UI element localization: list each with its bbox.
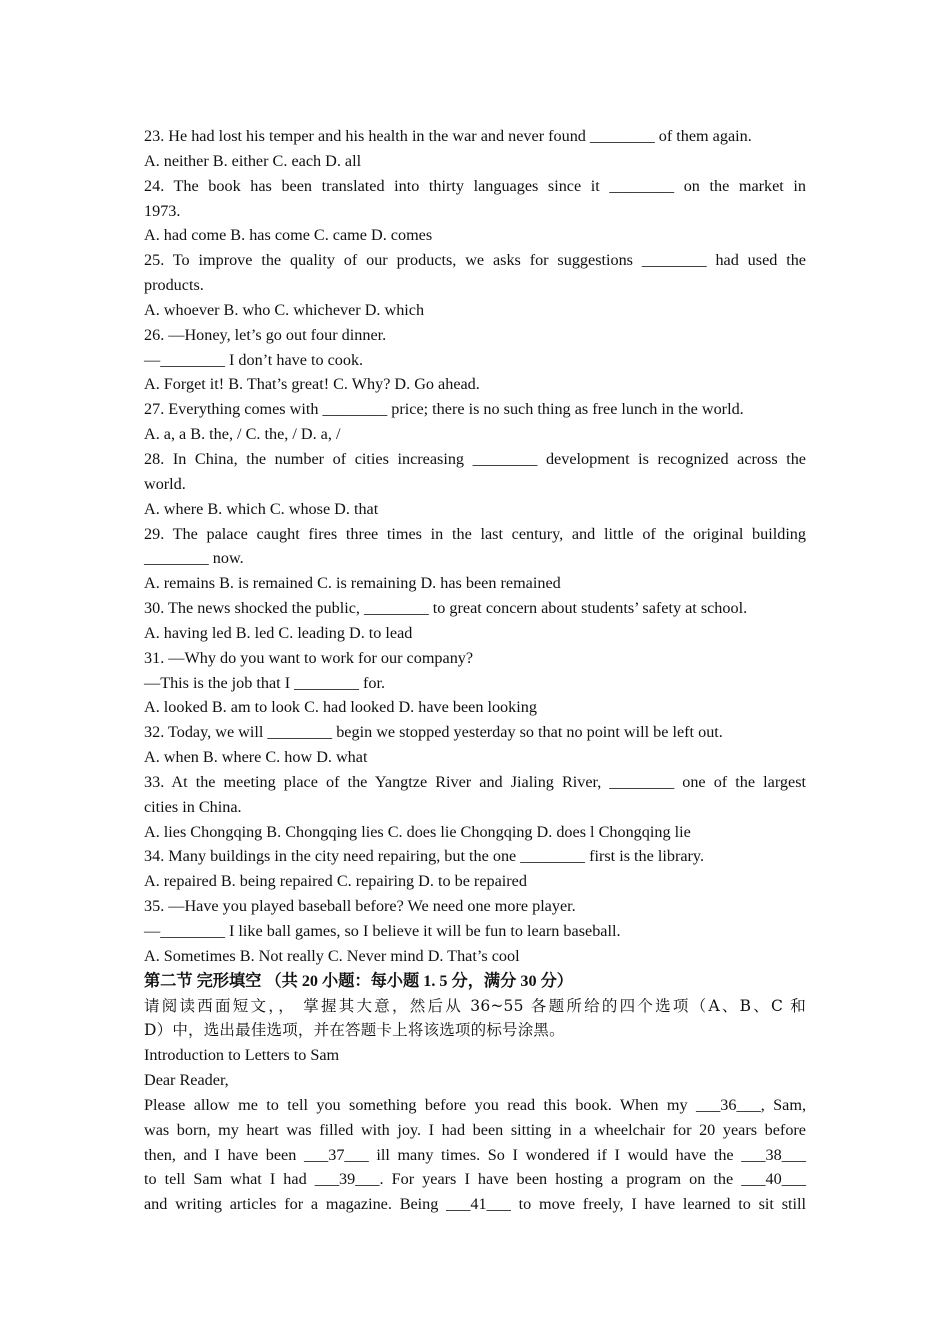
line-q30: 30. The news shocked the public, ________ to great concern about students’ safety at school. <box>144 599 748 618</box>
line-q29: 29. The palace caught fires three times in the last century, and little of the original building <box>144 524 806 543</box>
line-q34-options: A. repaired B. being repaired C. repairing D. to be repaired <box>144 872 527 891</box>
line-q26-options: A. Forget it! B. That’s great! C. Why? D. Go ahead. <box>144 375 480 394</box>
line-q35: 35. —Have you played baseball before? We need one more player. <box>144 897 576 916</box>
line-q35-options: A. Sometimes B. Not really C. Never mind D. That’s cool <box>144 946 520 965</box>
line-q29-cont: ________ now. <box>144 549 244 568</box>
line-q23-options: A. neither B. either C. each D. all <box>144 151 362 170</box>
line-q24-cont: 1973. <box>144 201 181 220</box>
passage-line-4: to tell Sam what I had ___39___. For years I have been hosting a program on the ___40___ <box>144 1170 806 1189</box>
line-q27: 27. Everything comes with ________ price; there is no such thing as free lunch in the world. <box>144 400 744 419</box>
passage-line-3: then, and I have been ___37___ ill many times. So I wondered if I would have the ___38___ <box>144 1145 806 1164</box>
line-q35-cont: —________ I like ball games, so I believe it will be fun to learn baseball. <box>144 922 621 940</box>
passage-line-1: Please allow me to tell you something before you read this book. When my ___36___, Sam, <box>144 1095 806 1114</box>
line-q31-options: A. looked B. am to look C. had looked D. have been looking <box>144 698 537 717</box>
section-instructions-cont: D）中，选出最佳选项，并在答题卡上将该选项的标号涂黑。 <box>144 1021 565 1040</box>
line-q32-options: A. when B. where C. how D. what <box>144 748 368 767</box>
line-q28-cont: world. <box>144 474 186 493</box>
line-q30-options: A. having led B. led C. leading D. to lead <box>144 623 413 642</box>
exam-page <box>144 124 806 1217</box>
line-q25-cont: products. <box>144 276 204 295</box>
line-q23: 23. He had lost his temper and his health in the war and never found ________ of them again. <box>144 127 752 145</box>
line-q26-cont: —________ I don’t have to cook. <box>144 350 364 369</box>
line-q26: 26. —Honey, let’s go out four dinner. <box>144 325 387 344</box>
line-q24-options: A. had come B. has come C. came D. comes <box>144 226 433 245</box>
line-q25: 25. To improve the quality of our products, we asks for suggestions ________ had used the <box>144 251 806 270</box>
line-q27-options: A. a, a B. the, / C. the, / D. a, / <box>144 425 341 444</box>
line-q31-cont: —This is the job that I ________ for. <box>144 673 385 692</box>
line-q31: 31. —Why do you want to work for our company? <box>144 648 474 667</box>
line-q24: 24. The book has been translated into thirty languages since it ________ on the market in <box>144 176 806 195</box>
passage-title: Introduction to Letters to Sam <box>144 1046 340 1065</box>
line-q33: 33. At the meeting place of the Yangtze River and Jialing River, ________ one of the largest <box>144 772 806 791</box>
section-heading: 第二节 完形填空 （共 20 小题：每小题 1. 5 分，满分 30 分） <box>144 971 573 990</box>
line-q33-cont: cities in China. <box>144 797 242 816</box>
passage-line-5: and writing articles for a magazine. Being ___41___ to move freely, I have learned to sit still <box>144 1195 806 1214</box>
section-instructions: 请阅读西面短文，， 掌握其大意，然后从 36~55 各题所给的四个选项（A、B、C 和 <box>144 996 806 1015</box>
line-q34: 34. Many buildings in the city need repairing, but the one ________ first is the library. <box>144 847 705 866</box>
line-q33-options: A. lies Chongqing B. Chongqing lies C. does lie Chongqing D. does l Chongqing lie <box>144 822 691 841</box>
line-q29-options: A. remains B. is remained C. is remaining D. has been remained <box>144 574 561 593</box>
passage-salutation: Dear Reader, <box>144 1071 229 1090</box>
line-q28: 28. In China, the number of cities increasing ________ development is recognized across the <box>144 449 806 468</box>
line-q32: 32. Today, we will ________ begin we stopped yesterday so that no point will be left out. <box>144 723 723 742</box>
line-q28-options: A. where B. which C. whose D. that <box>144 499 379 518</box>
line-q25-options: A. whoever B. who C. whichever D. which <box>144 300 425 319</box>
passage-line-2: was born, my heart was filled with joy. I had been sitting in a wheelchair for 20 years before <box>144 1120 806 1139</box>
